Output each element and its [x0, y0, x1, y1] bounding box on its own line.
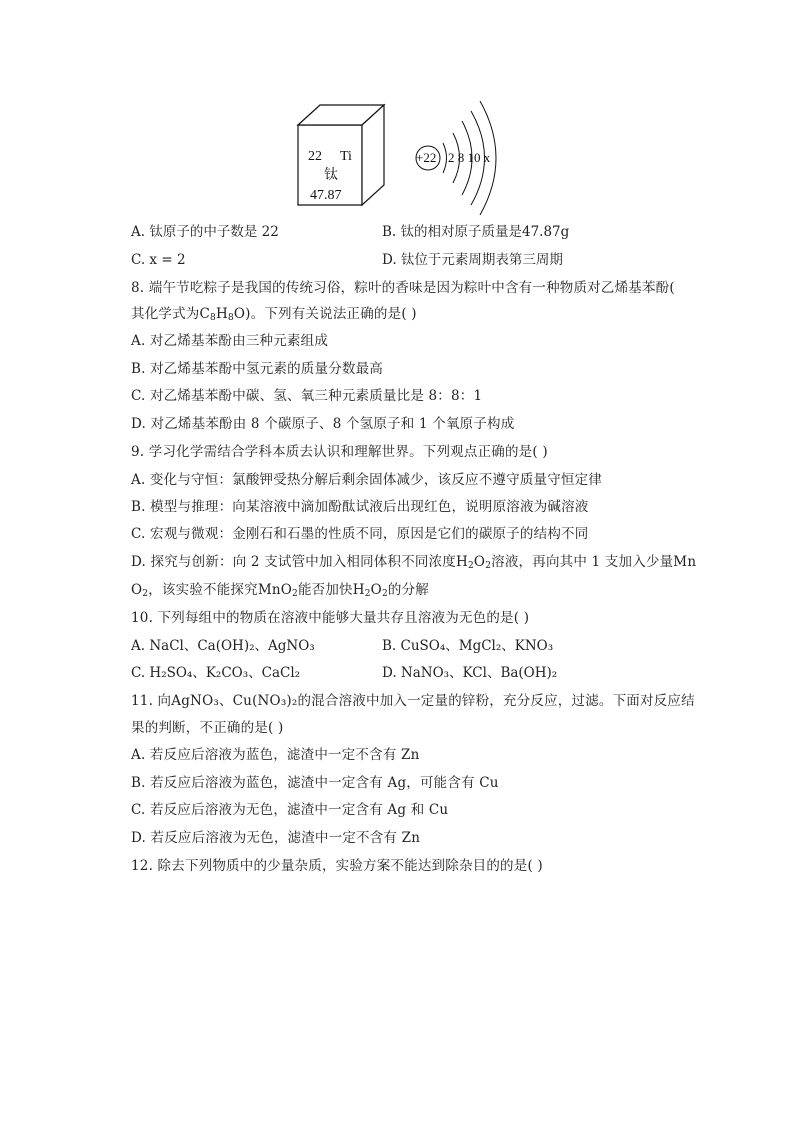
q7-option-d: D. 钛位于元素周期表第三周期	[382, 252, 563, 268]
q10-stem: 10. 下列每组中的物质在溶液中能够大量共存且溶液为无色的是( )	[131, 610, 530, 626]
nucleus-charge: +22	[416, 150, 437, 165]
q12-stem: 12. 除去下列物质中的少量杂质，实验方案不能达到除杂目的的是( )	[131, 858, 543, 874]
q9-option-c: C. 宏观与微观：金刚石和石墨的性质不同，原因是它们的碳原子的结构不同	[131, 526, 589, 542]
q11-stem-line2: 果的判断，不正确的是( )	[131, 720, 284, 736]
q9-stem: 9. 学习化学需结合学科本质去认识和理解世界。下列观点正确的是( )	[131, 444, 548, 460]
q10-option-c: C. H₂SO₄、K₂CO₃、CaCl₂	[131, 665, 301, 681]
q7-option-a: A. 钛原子的中子数是 22	[131, 224, 279, 240]
atomic-mass: 47.87	[310, 188, 342, 203]
q8-option-b: B. 对乙烯基苯酚中氢元素的质量分数最高	[131, 361, 384, 377]
atomic-structure	[416, 101, 496, 215]
q8-option-a: A. 对乙烯基苯酚由三种元素组成	[131, 333, 329, 349]
electron-shells: 2 8 10 x	[448, 150, 491, 165]
q9-option-d-line2: $O_2$，该实验不能探究MnO$_2$能否加快$H_2O_2$的分解	[131, 582, 429, 599]
q8-stem-line1: 8. 端午节吃粽子是我国的传统习俗，粽叶的香味是因为粽叶中含有一种物质对乙烯基苯酚(	[131, 280, 675, 296]
q11-option-a: A. 若反应后溶液为蓝色，滤渣中一定不含有 Zn	[131, 747, 420, 763]
q8-stem-line2: 其化学式为$C_8H_8O$)。下列有关说法正确的是( )	[131, 306, 417, 323]
q11-option-b: B. 若反应后溶液为蓝色，滤渣中一定含有 Ag，可能含有 Cu	[131, 775, 499, 791]
q11-stem-line1: 11. 向AgNO₃、Cu(NO₃)₂的混合溶液中加入一定量的锌粉，充分反应，过滤。下面对反应结	[131, 693, 695, 709]
q10-option-b: B. CuSO₄、MgCl₂、KNO₃	[382, 638, 554, 654]
q11-option-c: C. 若反应后溶液为无色，滤渣中一定含有 Ag 和 Cu	[131, 802, 449, 818]
q11-option-d: D. 若反应后溶液为无色，滤渣中一定不含有 Zn	[131, 830, 421, 846]
titanium-figure	[290, 95, 510, 220]
q8-option-d: D. 对乙烯基苯酚由 8 个碳原子、8 个氢原子和 1 个氧原子构成	[131, 416, 515, 432]
q7-option-b: B. 钛的相对原子质量是47.87g	[382, 224, 570, 240]
q10-option-a: A. NaCl、Ca(OH)₂、AgNO₃	[131, 638, 315, 654]
atomic-number: 22	[308, 149, 322, 164]
element-symbol: Ti	[340, 149, 352, 164]
element-tile	[298, 105, 384, 205]
q7-option-c: C. x = 2	[131, 252, 186, 268]
q10-option-d: D. NaNO₃、KCl、Ba(OH)₂	[382, 665, 558, 681]
q9-option-d-line1: D. 探究与创新：向 2 支试管中加入相同体积不同浓度$H_2O_2$溶液，再向其中 1 支加入少量Mn	[131, 554, 697, 571]
q9-option-b: B. 模型与推理：向某溶液中滴加酚酞试液后出现红色，说明原溶液为碱溶液	[131, 499, 589, 515]
q8-option-c: C. 对乙烯基苯酚中碳、氢、氧三种元素质量比是 8：8：1	[131, 388, 483, 404]
q9-option-a: A. 变化与守恒：氯酸钾受热分解后剩余固体减少，该反应不遵守质量守恒定律	[131, 472, 603, 488]
element-name: 钛	[324, 168, 338, 183]
